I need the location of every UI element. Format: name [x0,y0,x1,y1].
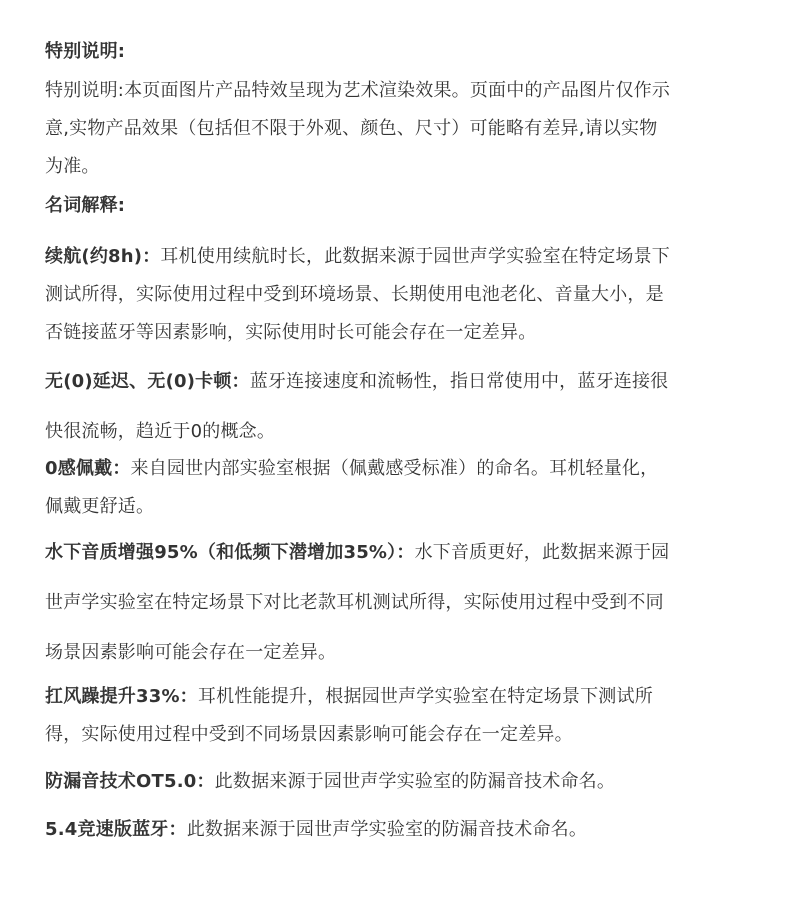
glossary-term: 0感佩戴： [45,458,131,479]
glossary-desc-line: 快很流畅，趋近于0的概念。 [45,421,276,442]
glossary-entry-wind-noise [45,678,760,754]
glossary-desc-line: 佩戴更舒适。 [45,496,155,517]
glossary-desc-line: 耳机性能提升，根据园世声学实验室在特定场景下测试所 [197,686,653,707]
glossary-term: 5.4竞速版蓝牙： [45,819,187,840]
glossary-term: 水下音质增强95%（和低频下潜增加35%）： [45,542,415,563]
glossary-heading: 名词解释: [45,195,126,216]
glossary-desc-line: 蓝牙连接速度和流畅性，指日常使用中，蓝牙连接很 [249,371,669,392]
glossary-term: 防漏音技术OT5.0： [45,771,215,792]
glossary-desc-line: 此数据来源于园世声学实验室的防漏音技术命名。 [214,771,616,792]
glossary-entry-latency [45,357,760,457]
glossary-desc-line: 得，实际使用过程中受到不同场景因素影响可能会存在一定差异。 [45,724,573,745]
glossary-entry-underwater [45,528,760,678]
glossary-entry-leak-proof [45,763,760,801]
notice-line-3: 为准。 [45,156,100,177]
glossary-desc-line: 水下音质更好，此数据来源于园 [414,542,670,563]
glossary-term: 扛风躁提升33%： [45,686,198,707]
glossary-term: 续航(约8h)： [45,246,161,267]
notice-paragraph [45,72,760,186]
glossary-desc-line: 否链接蓝牙等因素影响，实际使用时长可能会存在一定差异。 [45,322,537,343]
notice-line-2: 意,实物产品效果（包括但不限于外观、颜色、尺寸）可能略有差异,请以实物 [45,118,658,139]
glossary-entry-comfort [45,450,760,526]
glossary-desc-line: 世声学实验室在特定场景下对比老款耳机测试所得，实际使用过程中受到不同 [45,592,664,613]
glossary-term: 无(0)延迟、无(0)卡顿： [45,371,250,392]
glossary-entry-battery [45,238,760,352]
glossary-desc-line: 耳机使用续航时长，此数据来源于园世声学实验室在特定场景下 [160,246,671,267]
glossary-entry-bluetooth [45,811,760,849]
glossary-desc-line: 此数据来源于园世声学实验室的防漏音技术命名。 [186,819,588,840]
glossary-desc-line: 场景因素影响可能会存在一定差异。 [45,642,337,663]
glossary-desc-line: 来自园世内部实验室根据（佩戴感受标准）的命名。耳机轻量化， [130,458,659,479]
notice-heading: 特别说明: [45,41,126,62]
glossary-desc-line: 测试所得，实际使用过程中受到环境场景、长期使用电池老化、音量大小，是 [45,284,664,305]
notice-line-1: 特别说明:本页面图片产品特效呈现为艺术渲染效果。页面中的产品图片仅作示 [45,80,671,101]
